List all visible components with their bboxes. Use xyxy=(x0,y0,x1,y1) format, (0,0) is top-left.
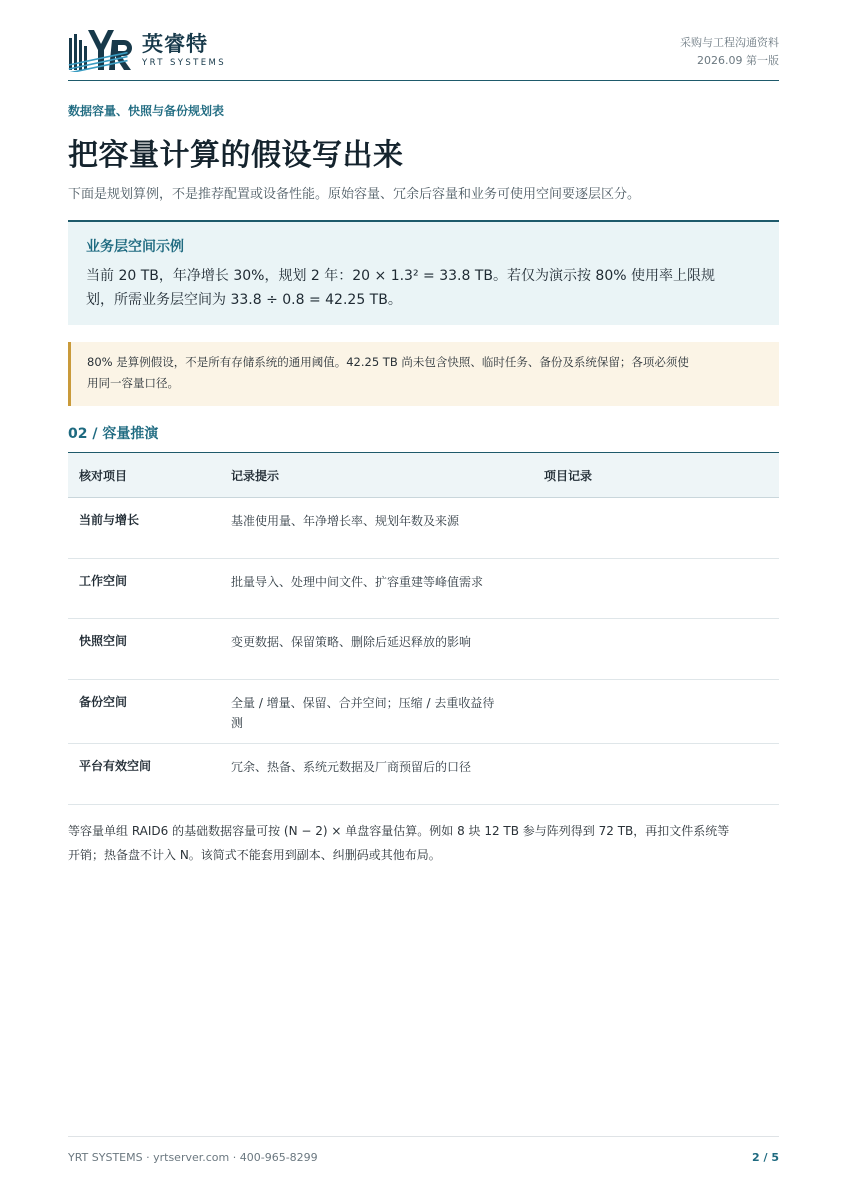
page-footer xyxy=(68,1136,779,1166)
row-record-cell[interactable] xyxy=(544,559,779,618)
paragraph-line-1: 等容量单组 RAID6 的基础数据容量可按 (N − 2) × 单盘容量估算。例如 8 块 12 TB 参与阵列得到 72 TB，再扣文件系统等 xyxy=(68,824,730,838)
footer-contact: YRT SYSTEMS · yrtserver.com · 400-965-8299 xyxy=(68,1151,318,1164)
row-hint xyxy=(231,619,544,679)
table-row xyxy=(68,498,779,559)
column-header-hint: 记录提示 xyxy=(231,468,280,483)
row-hint-line: 冗余、热备、系统元数据及厂商预留后的口径 xyxy=(231,760,472,774)
row-record-cell[interactable] xyxy=(544,680,779,743)
company-logo xyxy=(68,28,226,72)
row-item: 备份空间 xyxy=(79,695,128,709)
row-hint-line: 基准使用量、年净增长率、规划年数及来源 xyxy=(231,514,460,528)
row-hint xyxy=(231,680,544,743)
intro-text: 下面是规划算例，不是推荐配置或设备性能。原始容量、冗余后容量和业务可使用空间要逐层区分。 xyxy=(68,187,641,202)
assumption-note xyxy=(68,342,779,406)
row-record-cell[interactable] xyxy=(544,744,779,804)
calculation-line-2: 划，所需业务层空间为 33.8 ÷ 0.8 = 42.25 TB。 xyxy=(86,292,402,308)
section-title: 02 / 容量推演 xyxy=(68,426,159,442)
header-meta xyxy=(680,34,779,70)
row-hint xyxy=(231,498,544,558)
calculation-line-1: 当前 20 TB，年净增长 30%，规划 2 年：20 × 1.3² = 33.8 TB。若仅为演示按 80% 使用率上限规 xyxy=(86,268,715,284)
raid6-note-paragraph xyxy=(68,819,783,867)
document-name: 采购与工程沟通资料 xyxy=(680,36,779,49)
edition-label: 2026.09 第一版 xyxy=(697,54,779,67)
section-kicker: 数据容量、快照与备份规划表 xyxy=(68,104,225,118)
row-item: 平台有效空间 xyxy=(79,759,152,773)
row-hint-line: 变更数据、保留策略、删除后延迟释放的影响 xyxy=(231,635,472,649)
table-row xyxy=(68,744,779,805)
capacity-table xyxy=(68,452,779,805)
page-title: 把容量计算的假设写出来 xyxy=(68,138,404,173)
row-hint-line: 批量导入、处理中间文件、扩容重建等峰值需求 xyxy=(231,575,484,589)
logo-chinese-name: 英睿特 xyxy=(142,31,208,56)
page-header xyxy=(68,28,779,81)
calculation-example-body xyxy=(86,264,761,312)
row-hint xyxy=(231,744,544,804)
paragraph-line-2: 开销；热备盘不计入 N。该简式不能套用到副本、纠删码或其他布局。 xyxy=(68,848,441,862)
calculation-example-box xyxy=(68,220,779,325)
logo-english-name: YRT SYSTEMS xyxy=(142,57,227,68)
note-line-1: 80% 是算例假设，不是所有存储系统的通用阈值。42.25 TB 尚未包含快照、临时任务、备份及系统保留；各项必须使 xyxy=(87,355,689,369)
calculation-example-title: 业务层空间示例 xyxy=(86,239,184,255)
column-header-record: 项目记录 xyxy=(544,468,593,483)
column-header-item: 核对项目 xyxy=(79,468,128,483)
row-item: 当前与增长 xyxy=(79,513,140,527)
table-row xyxy=(68,559,779,619)
row-item: 工作空间 xyxy=(79,574,128,588)
row-hint-line: 全量 / 增量、保留、合并空间；压缩 / 去重收益待 xyxy=(231,696,495,710)
table-row xyxy=(68,619,779,680)
row-hint xyxy=(231,559,544,618)
row-record-cell[interactable] xyxy=(544,619,779,679)
table-header xyxy=(68,452,779,498)
row-hint-line: 测 xyxy=(231,716,244,730)
row-item: 快照空间 xyxy=(79,634,128,648)
row-record-cell[interactable] xyxy=(544,498,779,558)
table-row xyxy=(68,680,779,744)
note-line-2: 用同一容量口径。 xyxy=(87,376,179,390)
page-number: 2 / 5 xyxy=(752,1151,779,1164)
yrt-logo-icon xyxy=(68,28,134,72)
